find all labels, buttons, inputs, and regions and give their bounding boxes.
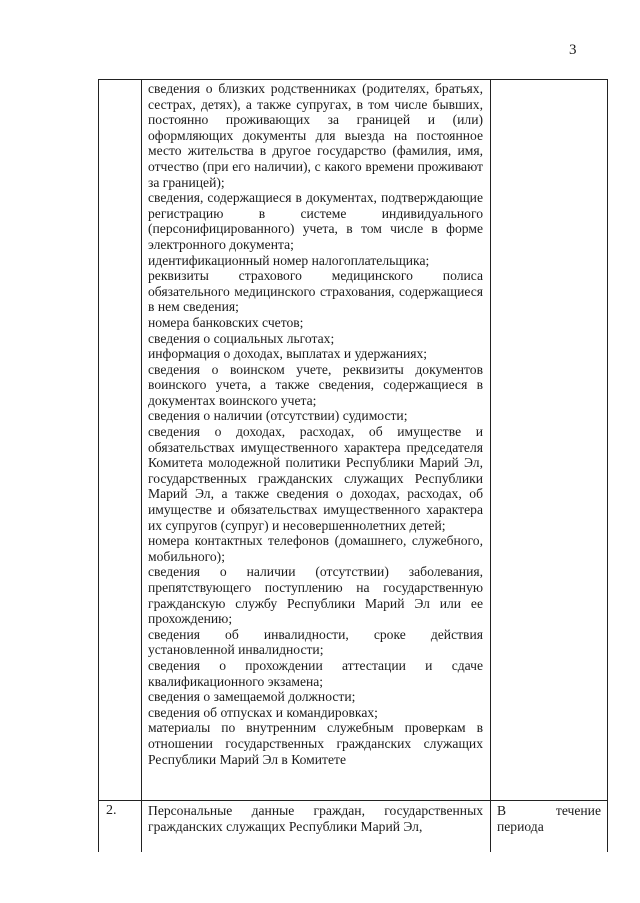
row1-paragraph: сведения о наличии (отсутствии) судимости; bbox=[148, 408, 408, 424]
row2-number: 2. bbox=[106, 803, 117, 818]
row1-description bbox=[148, 81, 483, 767]
row1-paragraph: сведения о доходах, расходах, об имуществе и обязательствах имущественного характера председателя Комитета молодежной политики Республики Марий Эл, государственных гражданских служащих Республики Марий Эл, а также сведения о доходах, расходах, об имуществе и обязательствах имущественного характера их супругов (супруг) и несовершеннолетних детей; bbox=[148, 424, 483, 533]
table-border-top bbox=[98, 79, 608, 80]
row1-paragraph: номера банковских счетов; bbox=[148, 314, 304, 330]
table-row-divider bbox=[98, 800, 608, 801]
row1-paragraph: сведения о наличии (отсутствии) заболевания, препятствующего поступлению на государственную гражданскую службу Республики Марий Эл или ее прохождению; bbox=[148, 564, 483, 627]
row1-paragraph: сведения о прохождении аттестации и сдаче квалификационного экзамена; bbox=[148, 657, 483, 689]
row1-paragraph: сведения о замещаемой должности; bbox=[148, 689, 356, 705]
row1-paragraph: сведения об отпусках и командировках; bbox=[148, 704, 378, 720]
row1-paragraph: номера контактных телефонов (домашнего, служебного, мобильного); bbox=[148, 533, 483, 564]
table-border-left bbox=[98, 79, 99, 852]
row1-paragraph: сведения об инвалидности, сроке действия установленной инвалидности; bbox=[148, 626, 483, 658]
row1-paragraph: материалы по внутренним служебным проверкам в отношении государственных гражданских служащих Республики Марий Эл в Комитете bbox=[148, 720, 483, 767]
row2-term-line2: периода bbox=[497, 818, 544, 834]
row1-paragraph: сведения о социальных льготах; bbox=[148, 330, 335, 346]
row1-paragraph: реквизиты страхового медицинского полиса обязательного медицинского страхования, содержащиеся в нем сведения; bbox=[148, 268, 483, 315]
table-divider-col2 bbox=[490, 79, 491, 852]
row2-term bbox=[497, 803, 601, 834]
row1-paragraph: сведения о близких родственниках (родителях, братьях, сестрах, детях), а также супругах, в том числе бывших, постоянно проживающих за границей и (или) оформляющих документы для выезда на постоянное место жительства в другое государство (фамилия, имя, отчество (при его наличии), с какого времени проживают за границей); bbox=[148, 81, 483, 190]
row1-paragraph: сведения, содержащиеся в документах, подтверждающие регистрацию в системе индивидуального (персонифицированного) учета, в том числе в форме электронного документа; bbox=[148, 190, 483, 252]
row1-paragraph: информация о доходах, выплатах и удержаниях; bbox=[148, 346, 428, 362]
row2-term-word1: В bbox=[497, 803, 507, 818]
table-divider-col1 bbox=[141, 79, 142, 852]
row1-paragraph: идентификационный номер налогоплательщика; bbox=[148, 252, 430, 268]
row2-description: Персональные данные граждан, государственных гражданских служащих Республики Марий Эл, bbox=[148, 803, 483, 834]
table-border-right bbox=[607, 79, 608, 852]
row2-term-word2: течение bbox=[555, 803, 601, 818]
page-number: 3 bbox=[569, 42, 577, 58]
row1-paragraph: сведения о воинском учете, реквизиты документов воинского учета, а также сведения, содержащиеся в документах воинского учета; bbox=[148, 361, 483, 408]
